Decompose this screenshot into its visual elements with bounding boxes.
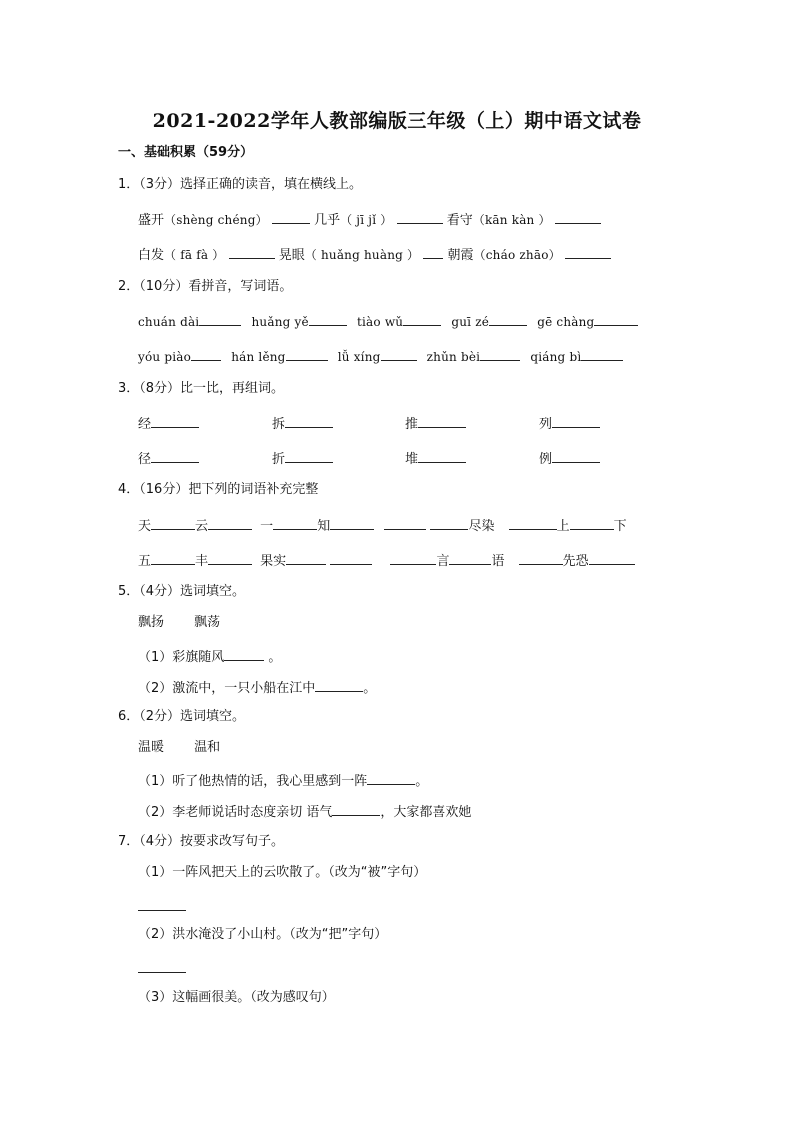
pinyin-prompt: guī zé — [451, 315, 490, 329]
answer-blank[interactable] — [384, 515, 426, 530]
q3-item — [539, 448, 600, 469]
answer-blank[interactable] — [208, 515, 252, 530]
answer-blank[interactable] — [272, 209, 310, 224]
answer-blank[interactable] — [570, 515, 614, 530]
answer-blank[interactable] — [403, 311, 441, 326]
answer-blank[interactable] — [208, 550, 252, 565]
answer-line[interactable] — [138, 971, 186, 973]
choice-word: 飘扬 — [138, 615, 165, 630]
q1-word: 几乎 — [314, 213, 341, 228]
q1-options: （shèng chéng） — [164, 213, 268, 227]
answer-blank[interactable] — [151, 448, 199, 463]
answer-blank[interactable] — [330, 550, 372, 565]
question-3-stem: 3．（8分）比一比，再组词。 — [118, 381, 285, 396]
q5-sentence-2 — [138, 677, 376, 698]
idiom-char: 五 — [138, 554, 152, 569]
q1-options: （cháo zhāo） — [473, 248, 561, 262]
pinyin-prompt: yóu piào — [138, 350, 192, 364]
idiom-char: 尽染 — [468, 519, 495, 534]
idiom-char: 丰 — [195, 554, 209, 569]
answer-blank[interactable] — [286, 550, 326, 565]
sentence-end: ，大家都喜欢她 — [380, 805, 472, 820]
q1-options: （kān kàn ） — [472, 213, 551, 227]
idiom-char: 知 — [317, 519, 331, 534]
choice-word: 温和 — [194, 740, 221, 755]
sentence-end: 。 — [363, 681, 377, 696]
question-5-stem: 5．（4分）选词填空。 — [118, 584, 246, 599]
answer-blank[interactable] — [381, 346, 417, 361]
idiom-char: 上 — [556, 519, 570, 534]
q2-row-1 — [138, 311, 638, 332]
q1-word: 朝霞 — [447, 248, 474, 263]
answer-blank[interactable] — [418, 448, 466, 463]
char-prompt: 拆 — [272, 417, 286, 432]
answer-blank[interactable] — [449, 550, 491, 565]
sentence-end: 。 — [415, 774, 429, 789]
answer-blank[interactable] — [285, 413, 333, 428]
choice-word: 飘荡 — [194, 615, 221, 630]
idiom-char: 下 — [613, 519, 627, 534]
answer-blank[interactable] — [285, 448, 333, 463]
char-prompt: 径 — [138, 452, 152, 467]
answer-blank[interactable] — [229, 244, 275, 259]
answer-line[interactable] — [138, 909, 186, 911]
question-2-stem: 2．（10分）看拼音，写词语。 — [118, 279, 293, 294]
q7-sentence-1: （1）一阵风把天上的云吹散了。（改为“被”字句） — [138, 865, 427, 880]
q7-sentence-3: （3）这幅画很美。（改为感叹句） — [138, 990, 335, 1005]
answer-blank[interactable] — [199, 311, 241, 326]
q4-row-2 — [138, 550, 635, 571]
answer-blank[interactable] — [480, 346, 520, 361]
char-prompt: 堆 — [405, 452, 419, 467]
question-6-stem: 6．（2分）选词填空。 — [118, 709, 246, 724]
answer-blank[interactable] — [397, 209, 443, 224]
sentence-end: 。 — [268, 650, 282, 665]
char-prompt: 列 — [539, 417, 553, 432]
q1-row-2 — [138, 244, 611, 265]
q1-options: （ fā fà ） — [164, 248, 225, 262]
answer-blank[interactable] — [309, 311, 347, 326]
sentence-text: （1）听了他热情的话，我心里感到一阵 — [138, 774, 368, 789]
pinyin-prompt: zhǔn bèi — [426, 350, 481, 364]
q3-item — [405, 413, 466, 434]
q3-item — [138, 448, 199, 469]
q1-word: 晃眼 — [278, 248, 305, 263]
answer-blank[interactable] — [594, 311, 638, 326]
char-prompt: 折 — [272, 452, 286, 467]
answer-blank[interactable] — [191, 346, 221, 361]
idiom-char: 先恐 — [562, 554, 589, 569]
q6-sentence-2 — [138, 801, 471, 822]
choice-word: 温暖 — [138, 740, 165, 755]
answer-blank[interactable] — [552, 448, 600, 463]
answer-blank[interactable] — [367, 770, 415, 785]
answer-blank[interactable] — [332, 801, 380, 816]
pinyin-prompt: hán lěng — [231, 350, 286, 364]
question-7-stem: 7．（4分）按要求改写句子。 — [118, 834, 285, 849]
answer-blank[interactable] — [430, 515, 468, 530]
answer-blank[interactable] — [390, 550, 436, 565]
pinyin-prompt: chuán dài — [138, 315, 200, 329]
sentence-text: （1）彩旗随风 — [138, 650, 225, 665]
q1-row-1 — [138, 209, 601, 230]
answer-blank[interactable] — [519, 550, 563, 565]
answer-blank[interactable] — [423, 244, 443, 259]
pinyin-prompt: qiáng bì — [530, 350, 582, 364]
q4-row-1 — [138, 515, 627, 536]
answer-blank[interactable] — [418, 413, 466, 428]
idiom-char: 云 — [195, 519, 209, 534]
q3-item — [138, 413, 199, 434]
answer-blank[interactable] — [151, 550, 195, 565]
q1-word: 看守 — [446, 213, 473, 228]
answer-blank[interactable] — [286, 346, 328, 361]
idiom-char: 天 — [138, 519, 152, 534]
idiom-char: 果实 — [260, 554, 287, 569]
answer-blank[interactable] — [509, 515, 557, 530]
idiom-char: 言 — [436, 554, 450, 569]
char-prompt: 推 — [405, 417, 419, 432]
q1-options: （ huǎng huàng ） — [304, 248, 420, 262]
pinyin-prompt: lǚ xíng — [337, 350, 381, 364]
idiom-char: 一 — [260, 519, 274, 534]
q1-options: （ jī jǐ ） — [340, 213, 393, 227]
answer-blank[interactable] — [552, 413, 600, 428]
char-prompt: 例 — [539, 452, 553, 467]
q6-sentence-1 — [138, 770, 428, 791]
q3-item — [272, 413, 333, 434]
pinyin-prompt: gē chàng — [537, 315, 595, 329]
question-1-stem: 1．（3分）选择正确的读音，填在横线上。 — [118, 177, 363, 192]
q1-word: 盛开 — [138, 213, 165, 228]
answer-blank[interactable] — [555, 209, 601, 224]
sentence-text: （2）激流中，一只小船在江中 — [138, 681, 316, 696]
word-choices — [138, 614, 220, 632]
q2-row-2 — [138, 346, 623, 367]
word-choices — [138, 739, 220, 757]
answer-blank[interactable] — [330, 515, 374, 530]
q7-sentence-2: （2）洪水淹没了小山村。（改为“把”字句） — [138, 927, 388, 942]
section-heading: 一、基础积累（59分） — [118, 145, 254, 160]
answer-blank[interactable] — [151, 413, 199, 428]
answer-blank[interactable] — [315, 677, 363, 692]
answer-blank[interactable] — [151, 515, 195, 530]
q3-item — [405, 448, 466, 469]
answer-blank[interactable] — [224, 646, 264, 661]
q1-word: 白发 — [138, 248, 165, 263]
q5-sentence-1 — [138, 646, 281, 667]
answer-blank[interactable] — [581, 346, 623, 361]
sentence-text: （2）李老师说话时态度亲切 语气 — [138, 805, 333, 820]
idiom-char: 语 — [491, 554, 505, 569]
pinyin-prompt: tiào wǔ — [356, 315, 404, 329]
question-4-stem: 4．（16分）把下列的词语补充完整 — [118, 482, 319, 497]
answer-blank[interactable] — [565, 244, 611, 259]
answer-blank[interactable] — [489, 311, 527, 326]
q3-item — [272, 448, 333, 469]
page-title: 2021-2022学年人教部编版三年级（上）期中语文试卷 — [152, 110, 642, 132]
char-prompt: 经 — [138, 417, 152, 432]
answer-blank[interactable] — [273, 515, 317, 530]
q3-item — [539, 413, 600, 434]
answer-blank[interactable] — [589, 550, 635, 565]
pinyin-prompt: huǎng yě — [251, 315, 309, 329]
